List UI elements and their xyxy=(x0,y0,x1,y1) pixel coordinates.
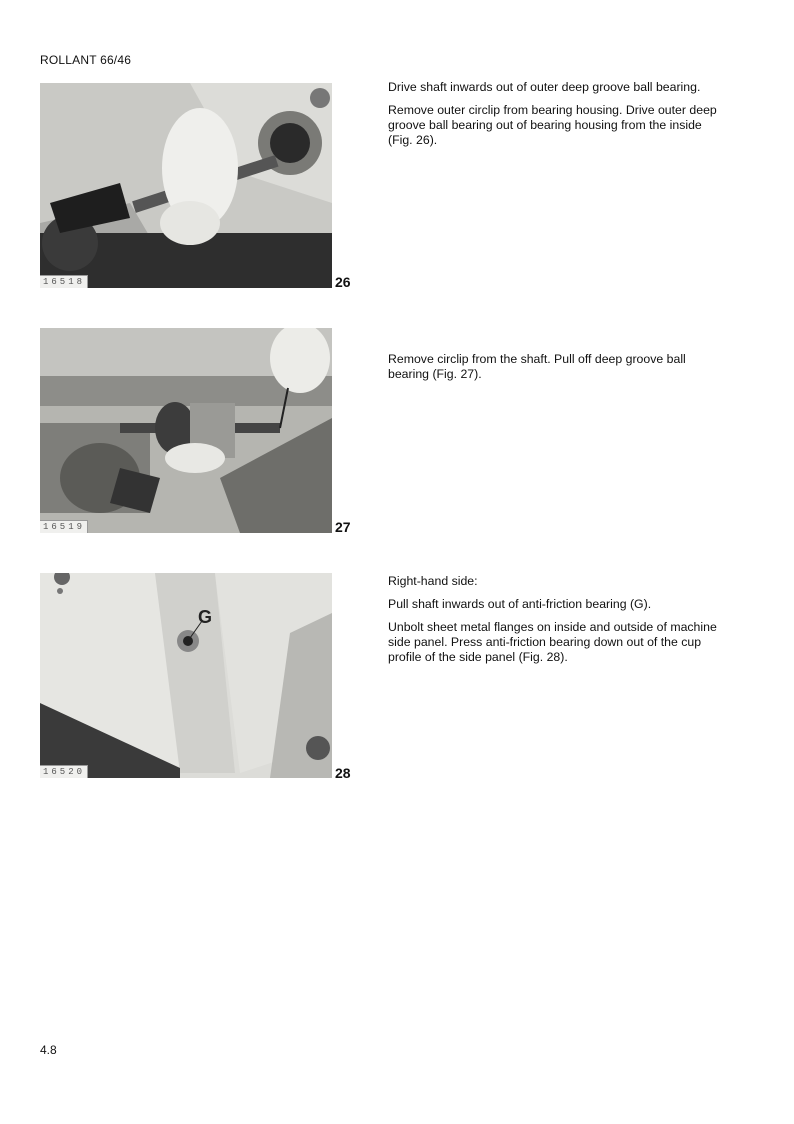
figure-number: 26 xyxy=(335,274,351,290)
figure-28-photo xyxy=(40,573,332,778)
figure-28-image xyxy=(40,573,332,778)
photo-code-label: 16519 xyxy=(40,520,88,533)
figure-26-image xyxy=(40,83,332,288)
figure-27-photo xyxy=(40,328,332,533)
section-1-text xyxy=(388,80,723,156)
section-3-text xyxy=(388,574,723,673)
page-number: 4.8 xyxy=(40,1043,57,1057)
paragraph: Remove circlip from the shaft. Pull off deep groove ball bearing (Fig. 27). xyxy=(388,352,686,381)
figure-number: 27 xyxy=(335,519,351,535)
document-header: ROLLANT 66/46 xyxy=(40,53,132,67)
paragraph: Pull shaft inwards out of anti-friction bearing (G). xyxy=(388,597,652,611)
paragraph: Drive shaft inwards out of outer deep groove ball bearing. xyxy=(388,80,701,94)
paragraph: Right-hand side: xyxy=(388,574,478,588)
paragraph: Unbolt sheet metal flanges on inside and outside of machine side panel. Press anti-friction bearing down out of the cup profile of the side panel (Fig. 28). xyxy=(388,620,717,664)
photo-code-label: 16520 xyxy=(40,765,88,778)
callout-label: G xyxy=(198,607,213,627)
figure-26-photo xyxy=(40,83,332,288)
paragraph: Remove outer circlip from bearing housing. Drive outer deep groove ball bearing out of bearing housing from the inside (Fig. 26). xyxy=(388,103,717,147)
figure-number: 28 xyxy=(335,765,351,781)
figure-27-image xyxy=(40,328,332,533)
section-2-text xyxy=(388,352,723,390)
photo-code-label: 16518 xyxy=(40,275,88,288)
